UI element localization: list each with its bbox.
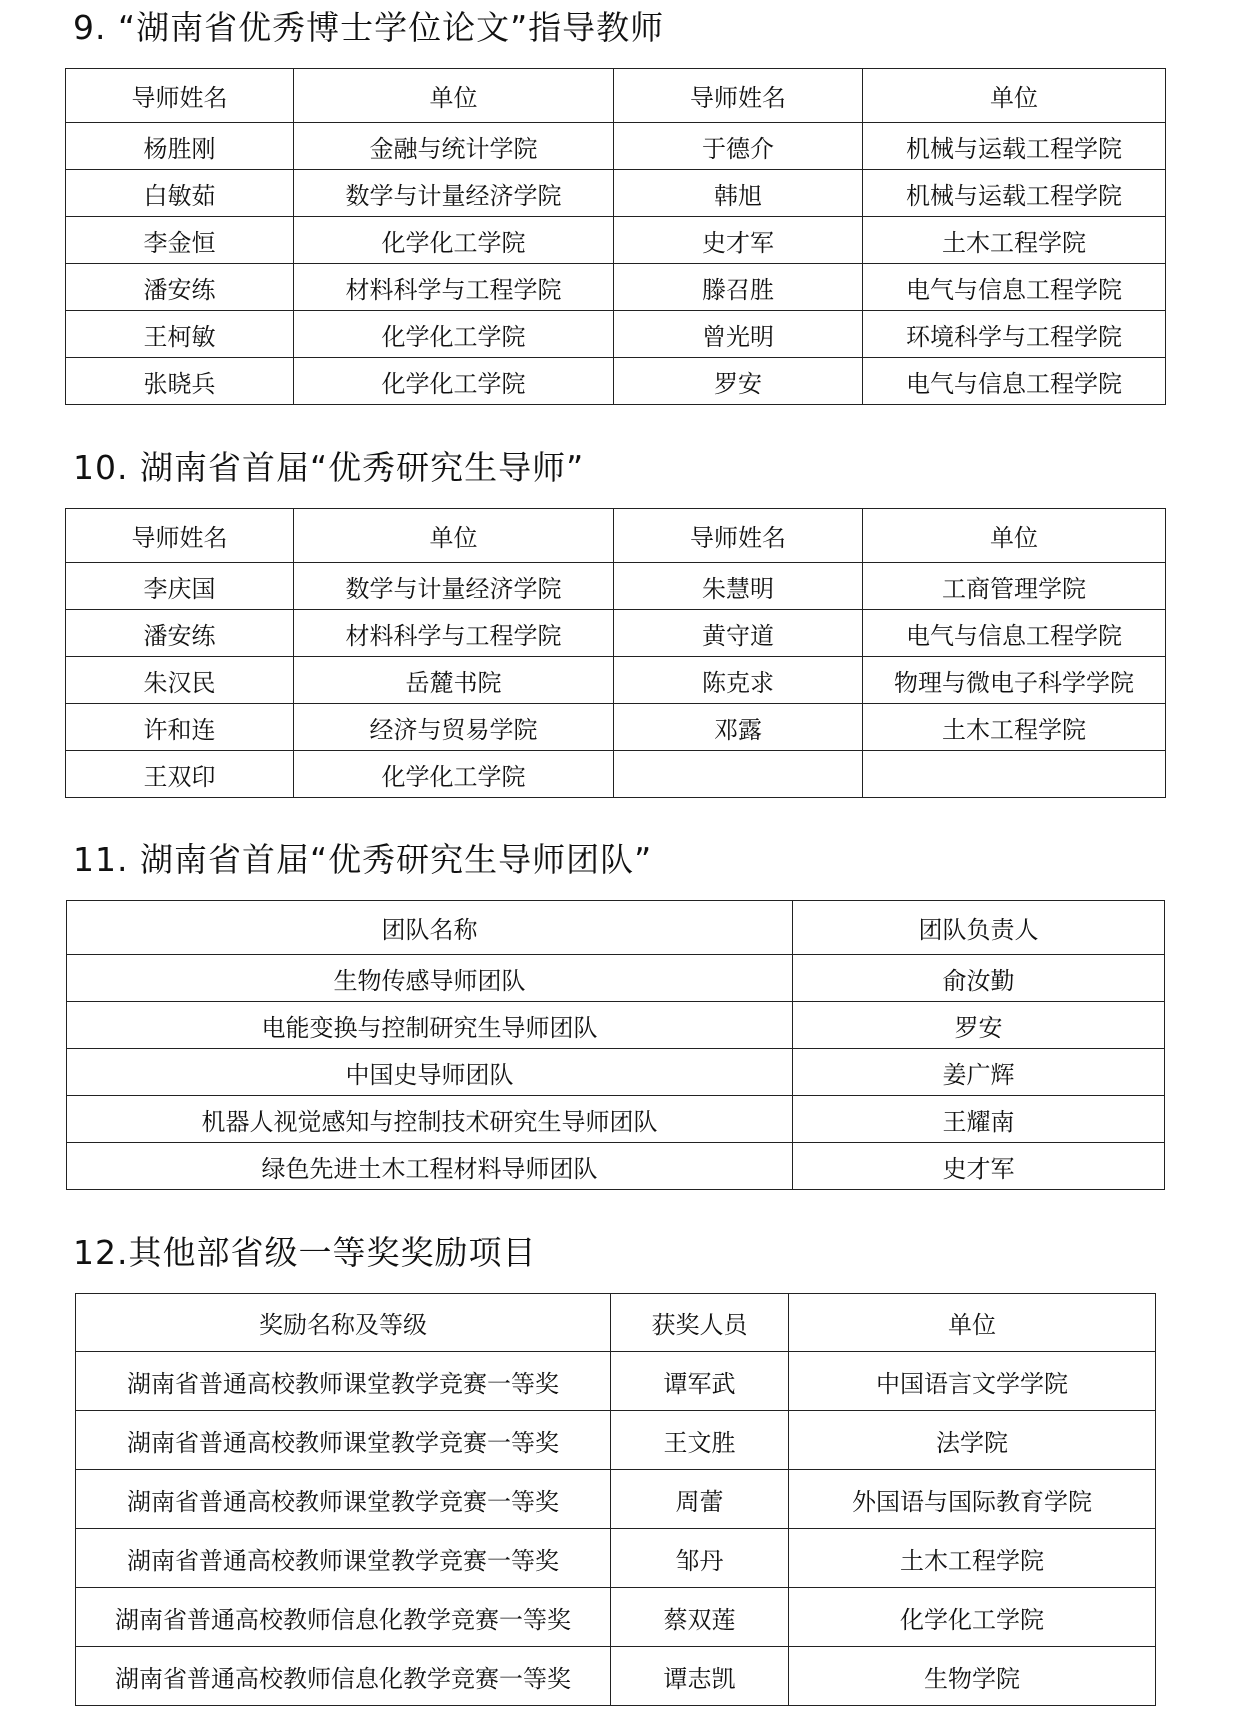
table-cell: 周蕾: [611, 1470, 789, 1529]
table-cell: 罗安: [614, 358, 863, 405]
table-header-row: [76, 1294, 1156, 1352]
header-cell: 单位: [863, 509, 1166, 563]
table-cell: 化学化工学院: [294, 751, 614, 798]
table-cell: 生物学院: [789, 1647, 1156, 1706]
table-cell: 朱慧明: [614, 563, 863, 610]
table-row: [66, 358, 1166, 405]
header-cell: 团队名称: [67, 901, 793, 955]
table-cell: 白敏茹: [66, 170, 294, 217]
table-cell: 谭军武: [611, 1352, 789, 1411]
table-cell: 机械与运载工程学院: [863, 123, 1166, 170]
table-cell: 罗安: [793, 1002, 1165, 1049]
table-cell: 张晓兵: [66, 358, 294, 405]
table-row: [66, 311, 1166, 358]
table-cell: 法学院: [789, 1411, 1156, 1470]
table-cell: 经济与贸易学院: [294, 704, 614, 751]
table-row: [66, 170, 1166, 217]
table-row: [76, 1647, 1156, 1706]
table-cell: 史才军: [793, 1143, 1165, 1190]
table-row: [67, 1002, 1165, 1049]
table-cell: 黄守道: [614, 610, 863, 657]
table-cell: 电能变换与控制研究生导师团队: [67, 1002, 793, 1049]
table-row: [66, 563, 1166, 610]
table-cell: 电气与信息工程学院: [863, 358, 1166, 405]
table-row: [76, 1529, 1156, 1588]
table-cell: 外国语与国际教育学院: [789, 1470, 1156, 1529]
header-cell: 单位: [294, 69, 614, 123]
table-cell: 湖南省普通高校教师信息化教学竞赛一等奖: [76, 1588, 611, 1647]
table-cell: 化学化工学院: [294, 217, 614, 264]
table-cell: 姜广辉: [793, 1049, 1165, 1096]
table-cell: 俞汝勤: [793, 955, 1165, 1002]
header-cell: 单位: [294, 509, 614, 563]
table-cell: 许和连: [66, 704, 294, 751]
table-cell: 材料科学与工程学院: [294, 264, 614, 311]
table-cell: 物理与微电子科学学院: [863, 657, 1166, 704]
table-cell: 李庆国: [66, 563, 294, 610]
table-cell: 邹丹: [611, 1529, 789, 1588]
header-cell: 导师姓名: [614, 69, 863, 123]
table-section-12: [75, 1293, 1156, 1706]
table-section-11: [66, 900, 1165, 1190]
table-cell: 湖南省普通高校教师信息化教学竞赛一等奖: [76, 1647, 611, 1706]
table-cell: 中国语言文学学院: [789, 1352, 1156, 1411]
table-cell: 王文胜: [611, 1411, 789, 1470]
header-cell: 导师姓名: [66, 69, 294, 123]
table-cell: 绿色先进土木工程材料导师团队: [67, 1143, 793, 1190]
table-cell: 化学化工学院: [294, 311, 614, 358]
section-9-title: 9. “湖南省优秀博士学位论文”指导教师: [73, 8, 665, 47]
table-cell: 金融与统计学院: [294, 123, 614, 170]
header-cell: 导师姓名: [614, 509, 863, 563]
table-cell: 数学与计量经济学院: [294, 563, 614, 610]
table-cell: [614, 751, 863, 798]
table-row: [66, 264, 1166, 311]
table-cell: 湖南省普通高校教师课堂教学竞赛一等奖: [76, 1470, 611, 1529]
header-cell: 单位: [789, 1294, 1156, 1352]
header-cell: 导师姓名: [66, 509, 294, 563]
header-cell: 奖励名称及等级: [76, 1294, 611, 1352]
table-row: [66, 217, 1166, 264]
table-row: [67, 955, 1165, 1002]
table-header-row: [66, 69, 1166, 123]
table-row: [76, 1352, 1156, 1411]
table-row: [67, 1049, 1165, 1096]
table-cell: 土木工程学院: [789, 1529, 1156, 1588]
table-row: [66, 751, 1166, 798]
table-row: [67, 1096, 1165, 1143]
table-cell: 朱汉民: [66, 657, 294, 704]
header-cell: 获奖人员: [611, 1294, 789, 1352]
table-row: [76, 1588, 1156, 1647]
table-header-row: [66, 509, 1166, 563]
table-row: [66, 704, 1166, 751]
table-cell: 邓露: [614, 704, 863, 751]
table-cell: 王耀南: [793, 1096, 1165, 1143]
table-cell: 滕召胜: [614, 264, 863, 311]
table-cell: 于德介: [614, 123, 863, 170]
table-cell: 化学化工学院: [789, 1588, 1156, 1647]
table-cell: 机器人视觉感知与控制技术研究生导师团队: [67, 1096, 793, 1143]
table-cell: 环境科学与工程学院: [863, 311, 1166, 358]
table-cell: 土木工程学院: [863, 704, 1166, 751]
table-row: [66, 610, 1166, 657]
table-cell: 岳麓书院: [294, 657, 614, 704]
table-row: [66, 123, 1166, 170]
table-cell: 潘安练: [66, 610, 294, 657]
table-cell: 史才军: [614, 217, 863, 264]
table-cell: 湖南省普通高校教师课堂教学竞赛一等奖: [76, 1352, 611, 1411]
table-cell: 蔡双莲: [611, 1588, 789, 1647]
table-row: [76, 1470, 1156, 1529]
header-cell: 团队负责人: [793, 901, 1165, 955]
table-row: [76, 1411, 1156, 1470]
table-cell: 王柯敏: [66, 311, 294, 358]
table-cell: [863, 751, 1166, 798]
table-header-row: [67, 901, 1165, 955]
table-cell: 湖南省普通高校教师课堂教学竞赛一等奖: [76, 1529, 611, 1588]
table-cell: 材料科学与工程学院: [294, 610, 614, 657]
table-section-9: [65, 68, 1166, 405]
section-11-title: 11. 湖南省首届“优秀研究生导师团队”: [73, 840, 653, 879]
table-cell: 潘安练: [66, 264, 294, 311]
section-10-title: 10. 湖南省首届“优秀研究生导师”: [73, 448, 585, 487]
table-cell: 韩旭: [614, 170, 863, 217]
header-cell: 单位: [863, 69, 1166, 123]
table-cell: 中国史导师团队: [67, 1049, 793, 1096]
table-cell: 工商管理学院: [863, 563, 1166, 610]
table-cell: 杨胜刚: [66, 123, 294, 170]
table-cell: 生物传感导师团队: [67, 955, 793, 1002]
table-cell: 谭志凯: [611, 1647, 789, 1706]
table-cell: 化学化工学院: [294, 358, 614, 405]
table-row: [66, 657, 1166, 704]
table-cell: 湖南省普通高校教师课堂教学竞赛一等奖: [76, 1411, 611, 1470]
table-section-10: [65, 508, 1166, 798]
table-cell: 王双印: [66, 751, 294, 798]
table-cell: 陈克求: [614, 657, 863, 704]
section-12-title: 12.其他部省级一等奖奖励项目: [73, 1233, 537, 1272]
table-cell: 机械与运载工程学院: [863, 170, 1166, 217]
table-cell: 电气与信息工程学院: [863, 610, 1166, 657]
table-row: [67, 1143, 1165, 1190]
table-cell: 曾光明: [614, 311, 863, 358]
table-cell: 土木工程学院: [863, 217, 1166, 264]
table-cell: 数学与计量经济学院: [294, 170, 614, 217]
table-cell: 电气与信息工程学院: [863, 264, 1166, 311]
table-cell: 李金恒: [66, 217, 294, 264]
